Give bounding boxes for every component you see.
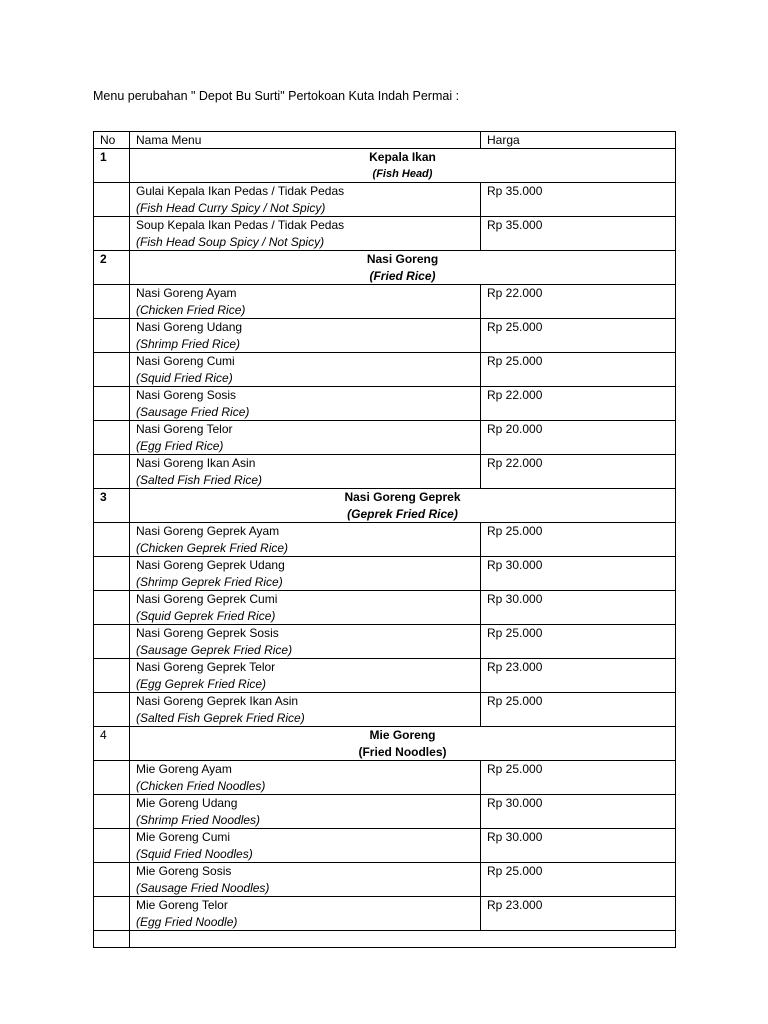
table-row bbox=[94, 183, 676, 217]
table-row bbox=[94, 557, 676, 591]
category-row-kepala-ikan bbox=[94, 149, 676, 183]
item-price: Rp 22.000 bbox=[481, 387, 676, 421]
item-number bbox=[94, 761, 130, 795]
item-english-name: (Egg Geprek Fried Rice) bbox=[136, 676, 267, 691]
category-title-cell bbox=[130, 251, 676, 285]
table-row bbox=[94, 387, 676, 421]
item-name: Nasi Goreng Geprek Ayam bbox=[136, 524, 280, 538]
item-english-name: (Fish Head Curry Spicy / Not Spicy) bbox=[136, 200, 326, 215]
item-english-name: (Squid Fried Rice) bbox=[136, 370, 233, 385]
category-row-nasi-goreng bbox=[94, 251, 676, 285]
item-english-name: (Salted Fish Geprek Fried Rice) bbox=[136, 710, 305, 725]
category-name: Mie Goreng bbox=[369, 728, 436, 742]
item-number bbox=[94, 693, 130, 727]
item-number bbox=[94, 319, 130, 353]
item-name-cell bbox=[130, 795, 481, 829]
item-number bbox=[94, 183, 130, 217]
item-number bbox=[94, 557, 130, 591]
item-name-cell bbox=[130, 387, 481, 421]
item-name-cell bbox=[130, 217, 481, 251]
table-row bbox=[94, 421, 676, 455]
item-price: Rp 25.000 bbox=[481, 319, 676, 353]
table-row bbox=[94, 319, 676, 353]
item-english-name: (Fish Head Soup Spicy / Not Spicy) bbox=[136, 234, 325, 249]
item-price: Rp 20.000 bbox=[481, 421, 676, 455]
item-price: Rp 30.000 bbox=[481, 557, 676, 591]
item-price: Rp 30.000 bbox=[481, 795, 676, 829]
item-name-cell bbox=[130, 897, 481, 931]
category-number: 4 bbox=[94, 727, 130, 761]
item-number bbox=[94, 829, 130, 863]
item-price: Rp 23.000 bbox=[481, 659, 676, 693]
item-name: Mie Goreng Telor bbox=[136, 898, 228, 912]
item-price: Rp 25.000 bbox=[481, 693, 676, 727]
item-english-name: (Squid Fried Noodles) bbox=[136, 846, 253, 861]
item-name-cell bbox=[130, 693, 481, 727]
table-row bbox=[94, 217, 676, 251]
item-english-name: (Chicken Geprek Fried Rice) bbox=[136, 540, 289, 555]
item-price: Rp 35.000 bbox=[481, 217, 676, 251]
category-name: Nasi Goreng Geprek bbox=[344, 490, 461, 504]
table-row bbox=[94, 591, 676, 625]
item-price: Rp 22.000 bbox=[481, 455, 676, 489]
item-number bbox=[94, 455, 130, 489]
item-name-cell bbox=[130, 455, 481, 489]
item-name: Nasi Goreng Cumi bbox=[136, 354, 235, 368]
item-name-cell bbox=[130, 659, 481, 693]
item-name: Gulai Kepala Ikan Pedas / Tidak Pedas bbox=[136, 184, 345, 198]
item-english-name: (Sausage Fried Noodles) bbox=[136, 880, 270, 895]
item-english-name: (Shrimp Fried Rice) bbox=[136, 336, 241, 351]
item-number bbox=[94, 421, 130, 455]
table-row bbox=[94, 761, 676, 795]
table-row bbox=[94, 795, 676, 829]
category-title-cell bbox=[130, 489, 676, 523]
category-number: 3 bbox=[94, 489, 130, 523]
item-english-name: (Chicken Fried Noodles) bbox=[136, 778, 266, 793]
item-name: Nasi Goreng Ikan Asin bbox=[136, 456, 256, 470]
category-subtitle: (Fried Rice) bbox=[369, 268, 436, 283]
item-english-name: (Squid Geprek Fried Rice) bbox=[136, 608, 276, 623]
item-english-name: (Egg Fried Rice) bbox=[136, 438, 224, 453]
header-no: No bbox=[94, 132, 130, 149]
header-price: Harga bbox=[481, 132, 676, 149]
item-price: Rp 23.000 bbox=[481, 897, 676, 931]
item-name-cell bbox=[130, 557, 481, 591]
category-subtitle: (Geprek Fried Rice) bbox=[347, 506, 458, 521]
item-english-name: (Chicken Fried Rice) bbox=[136, 302, 246, 317]
page-title: Menu perubahan " Depot Bu Surti" Pertokoan Kuta Indah Permai : bbox=[93, 89, 460, 103]
item-name-cell bbox=[130, 761, 481, 795]
item-english-name: (Salted Fish Fried Rice) bbox=[136, 472, 263, 487]
item-name: Nasi Goreng Udang bbox=[136, 320, 243, 334]
item-number bbox=[94, 591, 130, 625]
category-subtitle: (Fried Noodles) bbox=[358, 744, 447, 759]
category-name: Kepala Ikan bbox=[369, 150, 436, 164]
item-english-name: (Sausage Geprek Fried Rice) bbox=[136, 642, 293, 657]
category-number: 1 bbox=[94, 149, 130, 183]
category-title-cell bbox=[130, 727, 676, 761]
item-name: Nasi Goreng Geprek Telor bbox=[136, 660, 276, 674]
item-number bbox=[94, 285, 130, 319]
table-row bbox=[94, 659, 676, 693]
item-price: Rp 30.000 bbox=[481, 591, 676, 625]
table-row bbox=[94, 625, 676, 659]
item-name-cell bbox=[130, 421, 481, 455]
item-name-cell bbox=[130, 183, 481, 217]
item-english-name: (Shrimp Fried Noodles) bbox=[136, 812, 261, 827]
header-name: Nama Menu bbox=[130, 132, 481, 149]
item-number bbox=[94, 863, 130, 897]
category-name: Nasi Goreng bbox=[366, 252, 439, 266]
item-number bbox=[94, 217, 130, 251]
item-name: Mie Goreng Sosis bbox=[136, 864, 232, 878]
category-title-cell bbox=[130, 149, 676, 183]
empty-row bbox=[94, 931, 676, 948]
item-english-name: (Egg Fried Noodle) bbox=[136, 914, 238, 929]
item-price: Rp 25.000 bbox=[481, 625, 676, 659]
item-name: Mie Goreng Cumi bbox=[136, 830, 231, 844]
item-price: Rp 35.000 bbox=[481, 183, 676, 217]
table-row bbox=[94, 285, 676, 319]
item-number bbox=[94, 387, 130, 421]
table-row bbox=[94, 829, 676, 863]
item-price: Rp 30.000 bbox=[481, 829, 676, 863]
table-row bbox=[94, 897, 676, 931]
item-number bbox=[94, 659, 130, 693]
menu-table bbox=[93, 131, 676, 948]
item-name-cell bbox=[130, 863, 481, 897]
item-name: Nasi Goreng Geprek Ikan Asin bbox=[136, 694, 299, 708]
table-row bbox=[94, 353, 676, 387]
item-name: Mie Goreng Ayam bbox=[136, 762, 232, 776]
item-price: Rp 25.000 bbox=[481, 353, 676, 387]
table-row bbox=[94, 455, 676, 489]
category-subtitle: (Fish Head) bbox=[372, 167, 433, 180]
item-name-cell bbox=[130, 353, 481, 387]
category-row-nasi-goreng-geprek bbox=[94, 489, 676, 523]
item-number bbox=[94, 353, 130, 387]
item-price: Rp 25.000 bbox=[481, 863, 676, 897]
item-price: Rp 25.000 bbox=[481, 523, 676, 557]
item-name: Nasi Goreng Geprek Sosis bbox=[136, 626, 279, 640]
item-english-name: (Shrimp Geprek Fried Rice) bbox=[136, 574, 283, 589]
item-name-cell bbox=[130, 285, 481, 319]
item-name-cell bbox=[130, 591, 481, 625]
item-name: Nasi Goreng Ayam bbox=[136, 286, 237, 300]
item-name: Mie Goreng Udang bbox=[136, 796, 238, 810]
item-name-cell bbox=[130, 829, 481, 863]
item-number bbox=[94, 897, 130, 931]
empty-cell bbox=[94, 931, 130, 948]
item-name-cell bbox=[130, 319, 481, 353]
empty-cell bbox=[130, 931, 676, 948]
item-name: Soup Kepala Ikan Pedas / Tidak Pedas bbox=[136, 218, 345, 232]
item-name-cell bbox=[130, 625, 481, 659]
item-name: Nasi Goreng Sosis bbox=[136, 388, 237, 402]
table-row bbox=[94, 523, 676, 557]
category-number: 2 bbox=[94, 251, 130, 285]
item-number bbox=[94, 523, 130, 557]
item-name-cell bbox=[130, 523, 481, 557]
item-number bbox=[94, 795, 130, 829]
item-number bbox=[94, 625, 130, 659]
item-name: Nasi Goreng Geprek Cumi bbox=[136, 592, 278, 606]
category-row-mie-goreng bbox=[94, 727, 676, 761]
table-header-row bbox=[94, 132, 676, 149]
item-name: Nasi Goreng Geprek Udang bbox=[136, 558, 285, 572]
item-english-name: (Sausage Fried Rice) bbox=[136, 404, 250, 419]
item-price: Rp 22.000 bbox=[481, 285, 676, 319]
item-name: Nasi Goreng Telor bbox=[136, 422, 233, 436]
table-row bbox=[94, 863, 676, 897]
item-price: Rp 25.000 bbox=[481, 761, 676, 795]
table-row bbox=[94, 693, 676, 727]
